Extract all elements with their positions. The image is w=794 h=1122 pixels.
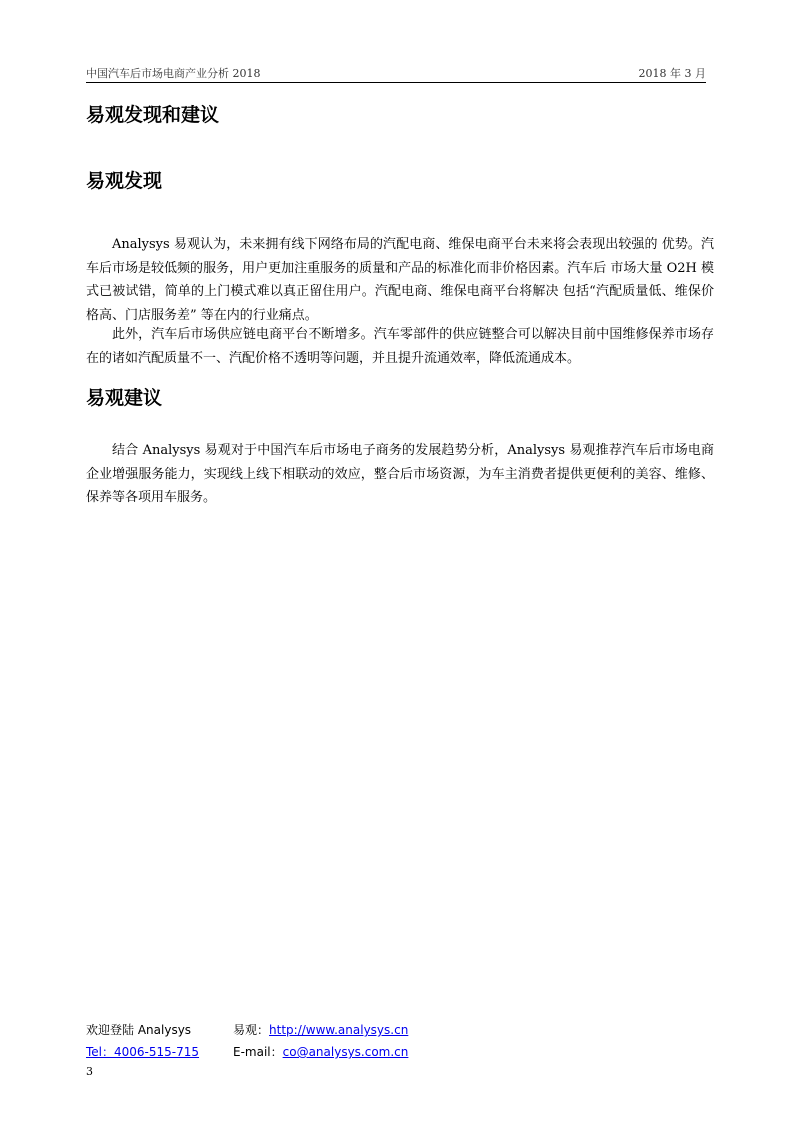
footer-email-link[interactable]: co@analysys.com.cn <box>282 1045 409 1059</box>
findings-paragraph-1: Analysys 易观认为，未来拥有线下网络布局的汽配电商、维保电商平台未来将会表现出较强的 优势。汽车后市场是较低频的服务，用户更加注重服务的质量和产品的标准化而非价格因素。汽车后 市场大量 O2H 模式已被试错，简单的上门模式难以真正留住用户。汽配电商、维保电商平台将解决 包括“汽配质量低、维保价格高、门店服务差” 等在内的行业痛点。 <box>86 237 714 323</box>
section-heading-findings: 易观发现 <box>86 170 163 192</box>
section-heading-recommendations: 易观建议 <box>86 387 163 409</box>
footer-email-label: E-mail： <box>233 1045 283 1059</box>
page-header <box>86 62 706 83</box>
findings-paragraph-2: 此外，汽车后市场供应链电商平台不断增多。汽车零部件的供应链整合可以解决目前中国维修保养市场存在的诸如汽配质量不一、汽配价格不透明等问题，并且提升流通效率，降低流通成本。 <box>86 327 714 366</box>
page-number: 3 <box>86 1065 93 1078</box>
header-date: 2018 年 3 月 <box>638 67 706 80</box>
footer-tel <box>86 1043 199 1060</box>
footer-site-label: 易观： <box>233 1023 270 1037</box>
page-title: 易观发现和建议 <box>86 104 220 126</box>
recommendations-paragraph: 结合 Analysys 易观对于中国汽车后市场电子商务的发展趋势分析，Analysys 易观推荐汽车后市场电商企业增强服务能力，实现线上线下相联动的效应，整合后市场资源，为车主消费者提供更便利的美容、维修、保养等各项用车服务。 <box>86 443 714 505</box>
footer-welcome <box>86 1021 191 1038</box>
footer-welcome-name: Analysys <box>137 1023 192 1037</box>
footer-tel-link[interactable]: Tel：4006-515-715 <box>86 1045 200 1059</box>
footer-site <box>233 1021 408 1038</box>
footer-site-link[interactable]: http://www.analysys.cn <box>269 1023 409 1037</box>
footer-welcome-label: 欢迎登陆 <box>86 1023 135 1037</box>
footer-email <box>233 1043 408 1060</box>
header-title: 中国汽车后市场电商产业分析 2018 <box>86 67 261 80</box>
